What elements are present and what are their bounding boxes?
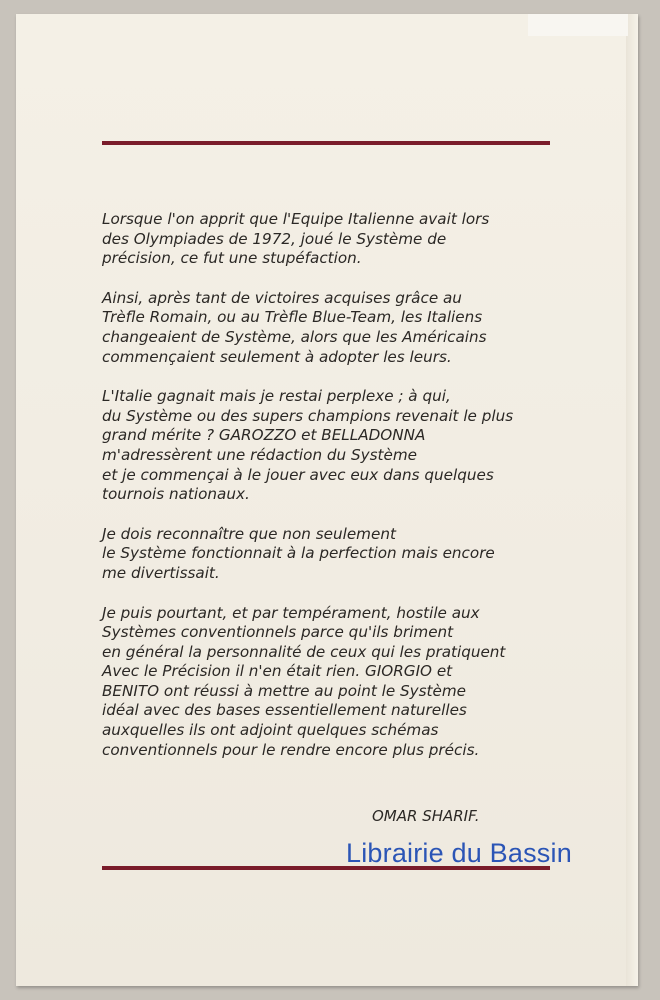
text-line: Je puis pourtant, et par tempérament, hostile aux [102,603,480,622]
text-line: m'adressèrent une rédaction du Système [102,445,417,464]
text-line: et je commençai à le jouer avec eux dans quelques [102,465,494,484]
text-line: en général la personnalité de ceux qui les pratiquent [102,642,506,661]
text-line: tournois nationaux. [102,485,250,504]
text-line: BENITO ont réussi à mettre au point le Système [102,681,466,700]
paragraph-4 [102,525,642,584]
text-line: auxquelles ils ont adjoint quelques schémas [102,721,439,740]
text-line: Avec le Précision il n'en était rien. GIORGIO et [102,662,453,681]
inventory-sticker [528,14,628,36]
text-line: le Système fonctionnait à la perfection mais encore [102,544,495,563]
text-line: L'Italie gagnait mais je restai perplexe ; à qui, [102,387,451,406]
text-line: Systèmes conventionnels parce qu'ils briment [102,623,454,642]
text-line: changeaient de Système, alors que les Américains [102,327,487,346]
paragraph-2 [102,289,642,367]
text-line: du Système ou des supers champions revenait le plus [102,406,514,425]
text-line: Ainsi, après tant de victoires acquises grâce au [102,288,462,307]
text-line: conventionnels pour le rendre encore plus précis. [102,740,480,759]
text-line: des Olympiades de 1972, joué le Système de [102,229,447,248]
text-line: Lorsque l'on apprit que l'Equipe Italienne avait lors [102,210,490,228]
top-decorative-rule [102,141,550,145]
text-line: idéal avec des bases essentiellement naturelles [102,701,467,720]
text-line: me divertissait. [102,563,220,582]
paragraph-5 [102,604,642,761]
text-line: Trèfle Romain, ou au Trèfle Blue-Team, les Italiens [102,308,483,327]
text-line: grand mérite ? GAROZZO et BELLADONNA [102,426,426,445]
text-line: commençaient seulement à adopter les leurs. [102,347,452,366]
text-line: précision, ce fut une stupéfaction. [102,249,362,268]
text-line: Je dois reconnaître que non seulement [102,524,396,543]
bookseller-watermark: Librairie du Bassin [346,838,572,868]
paragraph-3 [102,387,642,505]
back-cover-text [102,210,642,780]
author-signature: OMAR SHARIF. [372,807,480,825]
paragraph-1 [102,210,642,269]
